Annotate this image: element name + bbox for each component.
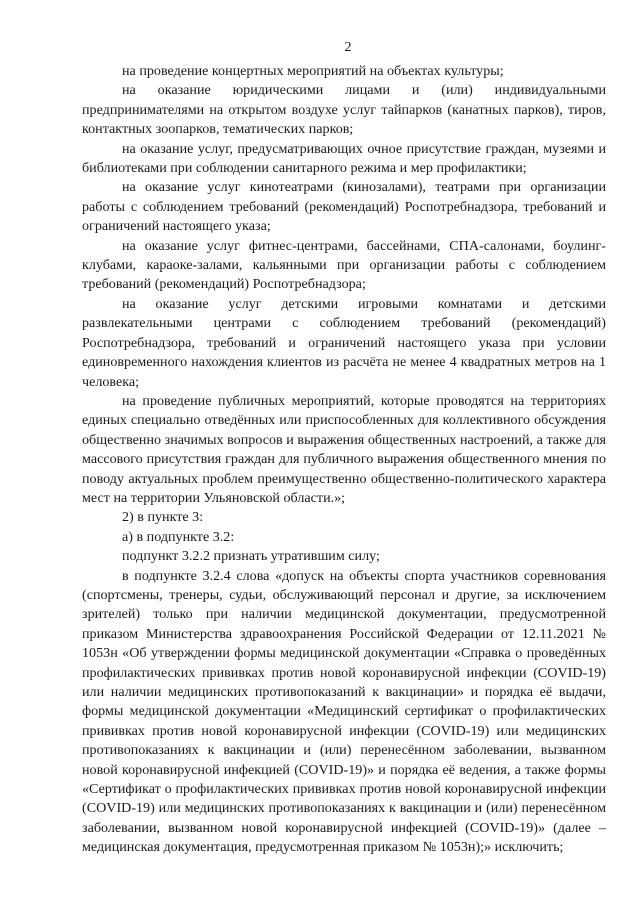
paragraph-subpoint-3-2-4: в подпункте 3.2.4 слова «допуск на объекты спорта участников соревнования (спортсмены, тренеры, судьи, обслуживающий персонал и другие, за исключением зрителей) только при наличии медицинской документации, предусмотренной приказом Министерства здравоохранения Российской Федерации от 12.11.2021 № 1053н «Об утверждении формы медицинской документации «Справка о проведённых профилактических прививках против новой коронавирусной инфекции (COVID-19) или наличии медицинских противопоказаний к вакцинации» и порядка её выдачи, формы медицинской документации «Медицинский сертификат о профилактических прививках против новой коронавирусной инфекции (COVID-19) или медицинских противопоказаниях к вакцинации и (или) перенесённом заболевании, вызванном новой коронавирусной инфекцией (COVID-19)» и порядка её ведения, а также формы «Сертификат о профилактических прививках против новой коронавирусной инфекции (COVID-19) или медицинских противопоказаниях к вакцинации и (или) перенесённом заболевании, вызванном новой коронавирусной инфекцией (COVID-19)» (далее – медицинская документация, предусмотренная приказом № 1053н);» исключить; — [82, 567, 606, 856]
paragraph-fitness-spa: на оказание услуг фитнес-центрами, бассейнами, СПА-салонами, боулинг-клубами, караоке-залами, кальянными при организации работы с соблюдением требований (рекомендаций) Роспотребнадзора; — [82, 237, 606, 293]
paragraph-point-3: 2) в пункте 3: — [122, 509, 204, 526]
page-number: 2 — [344, 40, 352, 55]
paragraph-subpoint-3-2: а) в подпункте 3.2: — [122, 528, 235, 545]
paragraph-museums-libraries: на оказание услуг, предусматривающих очное присутствие граждан, музеями и библиотеками при соблюдении санитарного режима и мер профилактики; — [82, 140, 606, 177]
paragraph-cinemas-theatres: на оказание услуг кинотеатрами (кинозалами), театрами при организации работы с соблюдением требований (рекомендаций) Роспотребнадзора, требований и ограничений настоящего указа; — [82, 179, 606, 235]
paragraph-outdoor-services: на оказание юридическими лицами и (или) индивидуальными предпринимателями на открытом воздухе услуг тайпарков (канатных парков), тиров, контактных зоопарков, тематических парков; — [82, 82, 606, 138]
paragraph-public-events: на проведение публичных мероприятий, которые проводятся на территориях единых специально отведённых или приспособленных для коллективного обсуждения общественно значимых вопросов и выражения общественных настроений, а также для массового присутствия граждан для публичного выражения общественного мнения по поводу актуальных проблем преимущественно общественно-политического характера мест на территории Ульяновской области.»; — [82, 392, 606, 506]
paragraph-children-play-rooms: на оказание услуг детскими игровыми комнатами и детскими развлекательными центрами с соблюдением требований (рекомендаций) Роспотребнадзора, требований и ограничений настоящего указа при условии единовременного нахождения клиентов из расчёта не менее 4 квадратных метров на 1 человека; — [82, 295, 606, 390]
paragraph-concerts: на проведение концертных мероприятий на объектах культуры; — [122, 63, 504, 79]
paragraph-subpoint-3-2-2: подпункт 3.2.2 признать утратившим силу; — [122, 548, 380, 565]
document-body — [82, 62, 606, 858]
